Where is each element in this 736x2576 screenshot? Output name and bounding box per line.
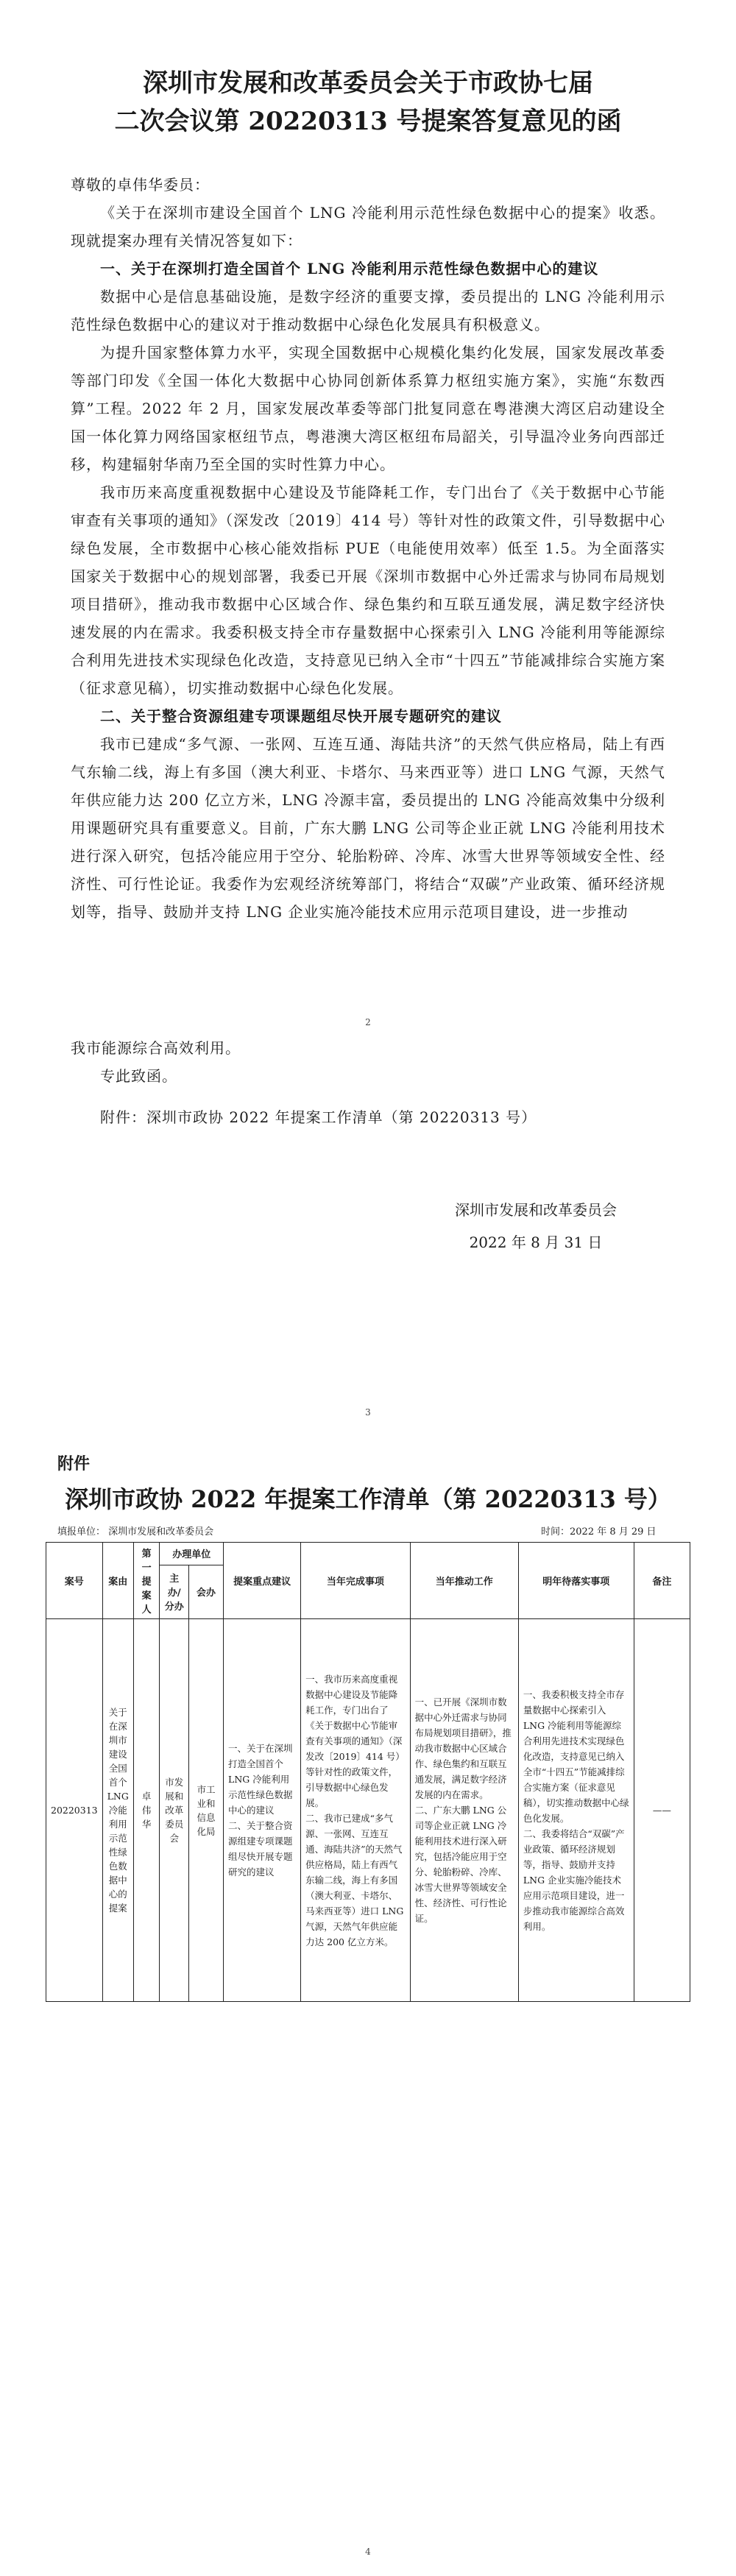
paragraph-4: 我市已建成“多气源、一张网、互连互通、海陆共济”的天然气供应格局，陆上有西气东输二线，海上有多国（澳大利亚、卡塔尔、马来西亚等）进口 LNG 气源，天然气年供应能力达 200 亿立方米，LNG 冷源丰富，委员提出的 LNG 冷能高效集中分级利用课题研究具有重要意义。目前，广东大鹏 LNG 公司等企业正就 LNG 冷能利用技术进行深入研究，包括冷能应用于空分、轮胎粉碎、冷库、冰雪大世界等领域安全性、经济性、可行性论证。我委作为宏观经济统筹部门，将结合“双碳”产业政策、循环经济规划等，指导、鼓励并支持 LNG 企业实施冷能技术应用示范项目建设，进一步推动	[71, 735, 665, 921]
letter-date: 2022 年 8 月 31 日	[469, 1234, 603, 1251]
attachment-line: 附件：深圳市政协 2022 年提案工作清单（第 20220313 号）	[100, 1108, 537, 1126]
section-heading-2: 二、关于整合资源组建专项课题组尽快开展专题研究的建议	[100, 707, 502, 725]
header-suggest: 提案重点建议	[224, 1543, 301, 1619]
header-remark: 备注	[634, 1543, 690, 1619]
cell-proposer: 卓伟华	[133, 1619, 160, 2002]
header-no: 案号	[46, 1543, 103, 1619]
cell-co: 市工业和信息化局	[189, 1619, 224, 2002]
paragraph-3: 我市历来高度重视数据中心建设及节能降耗工作，专门出台了《关于数据中心节能审查有关事项的通知》（深发改〔2019〕414 号）等针对性的政策文件，引导数据中心绿色发展，全市数据中心核心能效指标 PUE（电能使用效率）低至 1.5。为全面落实国家关于数据中心的规划部署，我委已开展《深圳市数据中心外迁需求与协同布局规划项目措研》，推动我市数据中心区域合作、绿色集约和互联互通发展，满足数字经济快速发展的内在需求。我委积极支持全市存量数据中心探索引入 LNG 冷能利用等能源综合利用先进技术实现绿色化改造，支持意见已纳入全市“十四五”节能减排综合实施方案（征求意见稿），切实推动数据中心绿色化发展。	[71, 484, 665, 697]
letter-page	[0, 0, 736, 1012]
letter-closing	[71, 1034, 665, 1131]
page-number: 3	[365, 1407, 371, 1418]
proposal-work-table	[46, 1542, 690, 2002]
fill-time: 时间：2022 年 8 月 29 日	[541, 1526, 657, 1538]
page-number: 4	[365, 2547, 371, 2557]
header-unit: 办理单位	[160, 1543, 224, 1565]
appendix-tag: 附件	[57, 1454, 91, 1473]
page-number: 2	[365, 1017, 371, 1027]
paragraph-1: 数据中心是信息基础设施，是数字经济的重要支撑，委员提出的 LNG 冷能利用示范性绿色数据中心的建议对于推动数据中心绿色化发展具有积极意义。	[71, 288, 665, 333]
appendix-title: 深圳市政协 2022 年提案工作清单（第 20220313 号）	[65, 1485, 671, 1513]
header-current: 当年完成事项	[301, 1543, 410, 1619]
letter-body	[71, 171, 665, 926]
sender-name: 深圳市发展和改革委员会	[455, 1201, 617, 1219]
cell-no: 20220313	[46, 1619, 103, 2002]
header-cause: 案由	[102, 1543, 133, 1619]
cell-suggest: 一、关于在深圳打造全国首个 LNG 冷能利用示范性绿色数据中心的建议 二、关于整合资源组建专项课题组尽快开展专题研究的建议	[224, 1619, 301, 2002]
paragraph-5: 我市能源综合高效利用。	[71, 1039, 241, 1057]
cell-remark: ——	[634, 1619, 690, 2002]
salutation: 尊敬的卓伟华委员：	[71, 176, 210, 194]
section-heading-1: 一、关于在深圳打造全国首个 LNG 冷能利用示范性绿色数据中心的建议	[100, 260, 599, 277]
header-plan: 明年待落实事项	[518, 1543, 634, 1619]
letter-title-line1: 深圳市发展和改革委员会关于市政协七届	[143, 68, 593, 98]
header-proposer: 第一提案人	[133, 1543, 160, 1619]
intro-paragraph: 《关于在深圳市建设全国首个 LNG 冷能利用示范性绿色数据中心的提案》收悉。现就提案办理有关情况答复如下：	[71, 204, 665, 250]
fill-unit: 填报单位： 深圳市发展和改革委员会	[57, 1526, 214, 1538]
cell-plan: 一、我委积极支持全市存量数据中心探索引入 LNG 冷能利用等能源综合利用先进技术实现绿色化改造，支持意见已纳入全市“十四五”节能减排综合实施方案（征求意见稿），切实推动数据中心绿色化发展。 二、我委将结合“双碳”产业政策、循环经济规划等，指导、鼓励并支持 LNG 企业实施冷能技术应用示范项目建设，进一步推动我市能源综合高效利用。	[518, 1619, 634, 2002]
header-co: 会办	[189, 1565, 224, 1618]
cell-host: 市发展和改革委员会	[160, 1619, 189, 2002]
letter-title-line2: 二次会议第 20220313 号提案答复意见的函	[114, 107, 622, 136]
table-row	[46, 1619, 690, 2002]
header-host: 主办/分办	[160, 1565, 189, 1618]
paragraph-2: 为提升国家整体算力水平，实现全国数据中心规模化集约化发展，国家发展改革委等部门印发《全国一体化大数据中心协同创新体系算力枢纽实施方案》，实施“东数西算”工程。2022 年 2 月，国家发展改革委等部门批复同意在粤港澳大湾区启动建设全国一体化算力网络国家枢纽节点，粤港澳大湾区枢纽布局韶关，引导温冷业务向西部迁移，构建辐射华南乃至全国的实时性算力中心。	[71, 344, 665, 473]
cell-cause: 关于在深圳市建设全国首个LNG冷能利用示范性绿色数据中心的提案	[102, 1619, 133, 2002]
cell-current: 一、我市历来高度重视数据中心建设及节能降耗工作，专门出台了《关于数据中心节能审查有关事项的通知》（深发改〔2019〕414 号）等针对性的政策文件，引导数据中心绿色发展。 二、我市已建成“多气源、一张网、互连互通、海陆共济”的天然气供应格局，陆上有西气东输二线，海上有多国（澳大利亚、卡塔尔、马来西亚等）进口 LNG 气源，天然气年供应能力达 200 亿立方米。	[301, 1619, 410, 2002]
closing-text: 专此致函。	[100, 1067, 177, 1085]
table-header-row	[46, 1543, 690, 1565]
cell-next: 一、已开展《深圳市数据中心外迁需求与协同布局规划项目措研》，推动我市数据中心区域合作、绿色集约和互联互通发展，满足数字经济发展的内在需求。 二、广东大鹏 LNG 公司等企业正就 LNG 冷能利用技术进行深入研究，包括冷能应用于空分、轮胎粉碎、冷库、冰雪大世界等领域安全性、经济性、可行性论证。	[410, 1619, 518, 2002]
header-next: 当年推动工作	[410, 1543, 518, 1619]
